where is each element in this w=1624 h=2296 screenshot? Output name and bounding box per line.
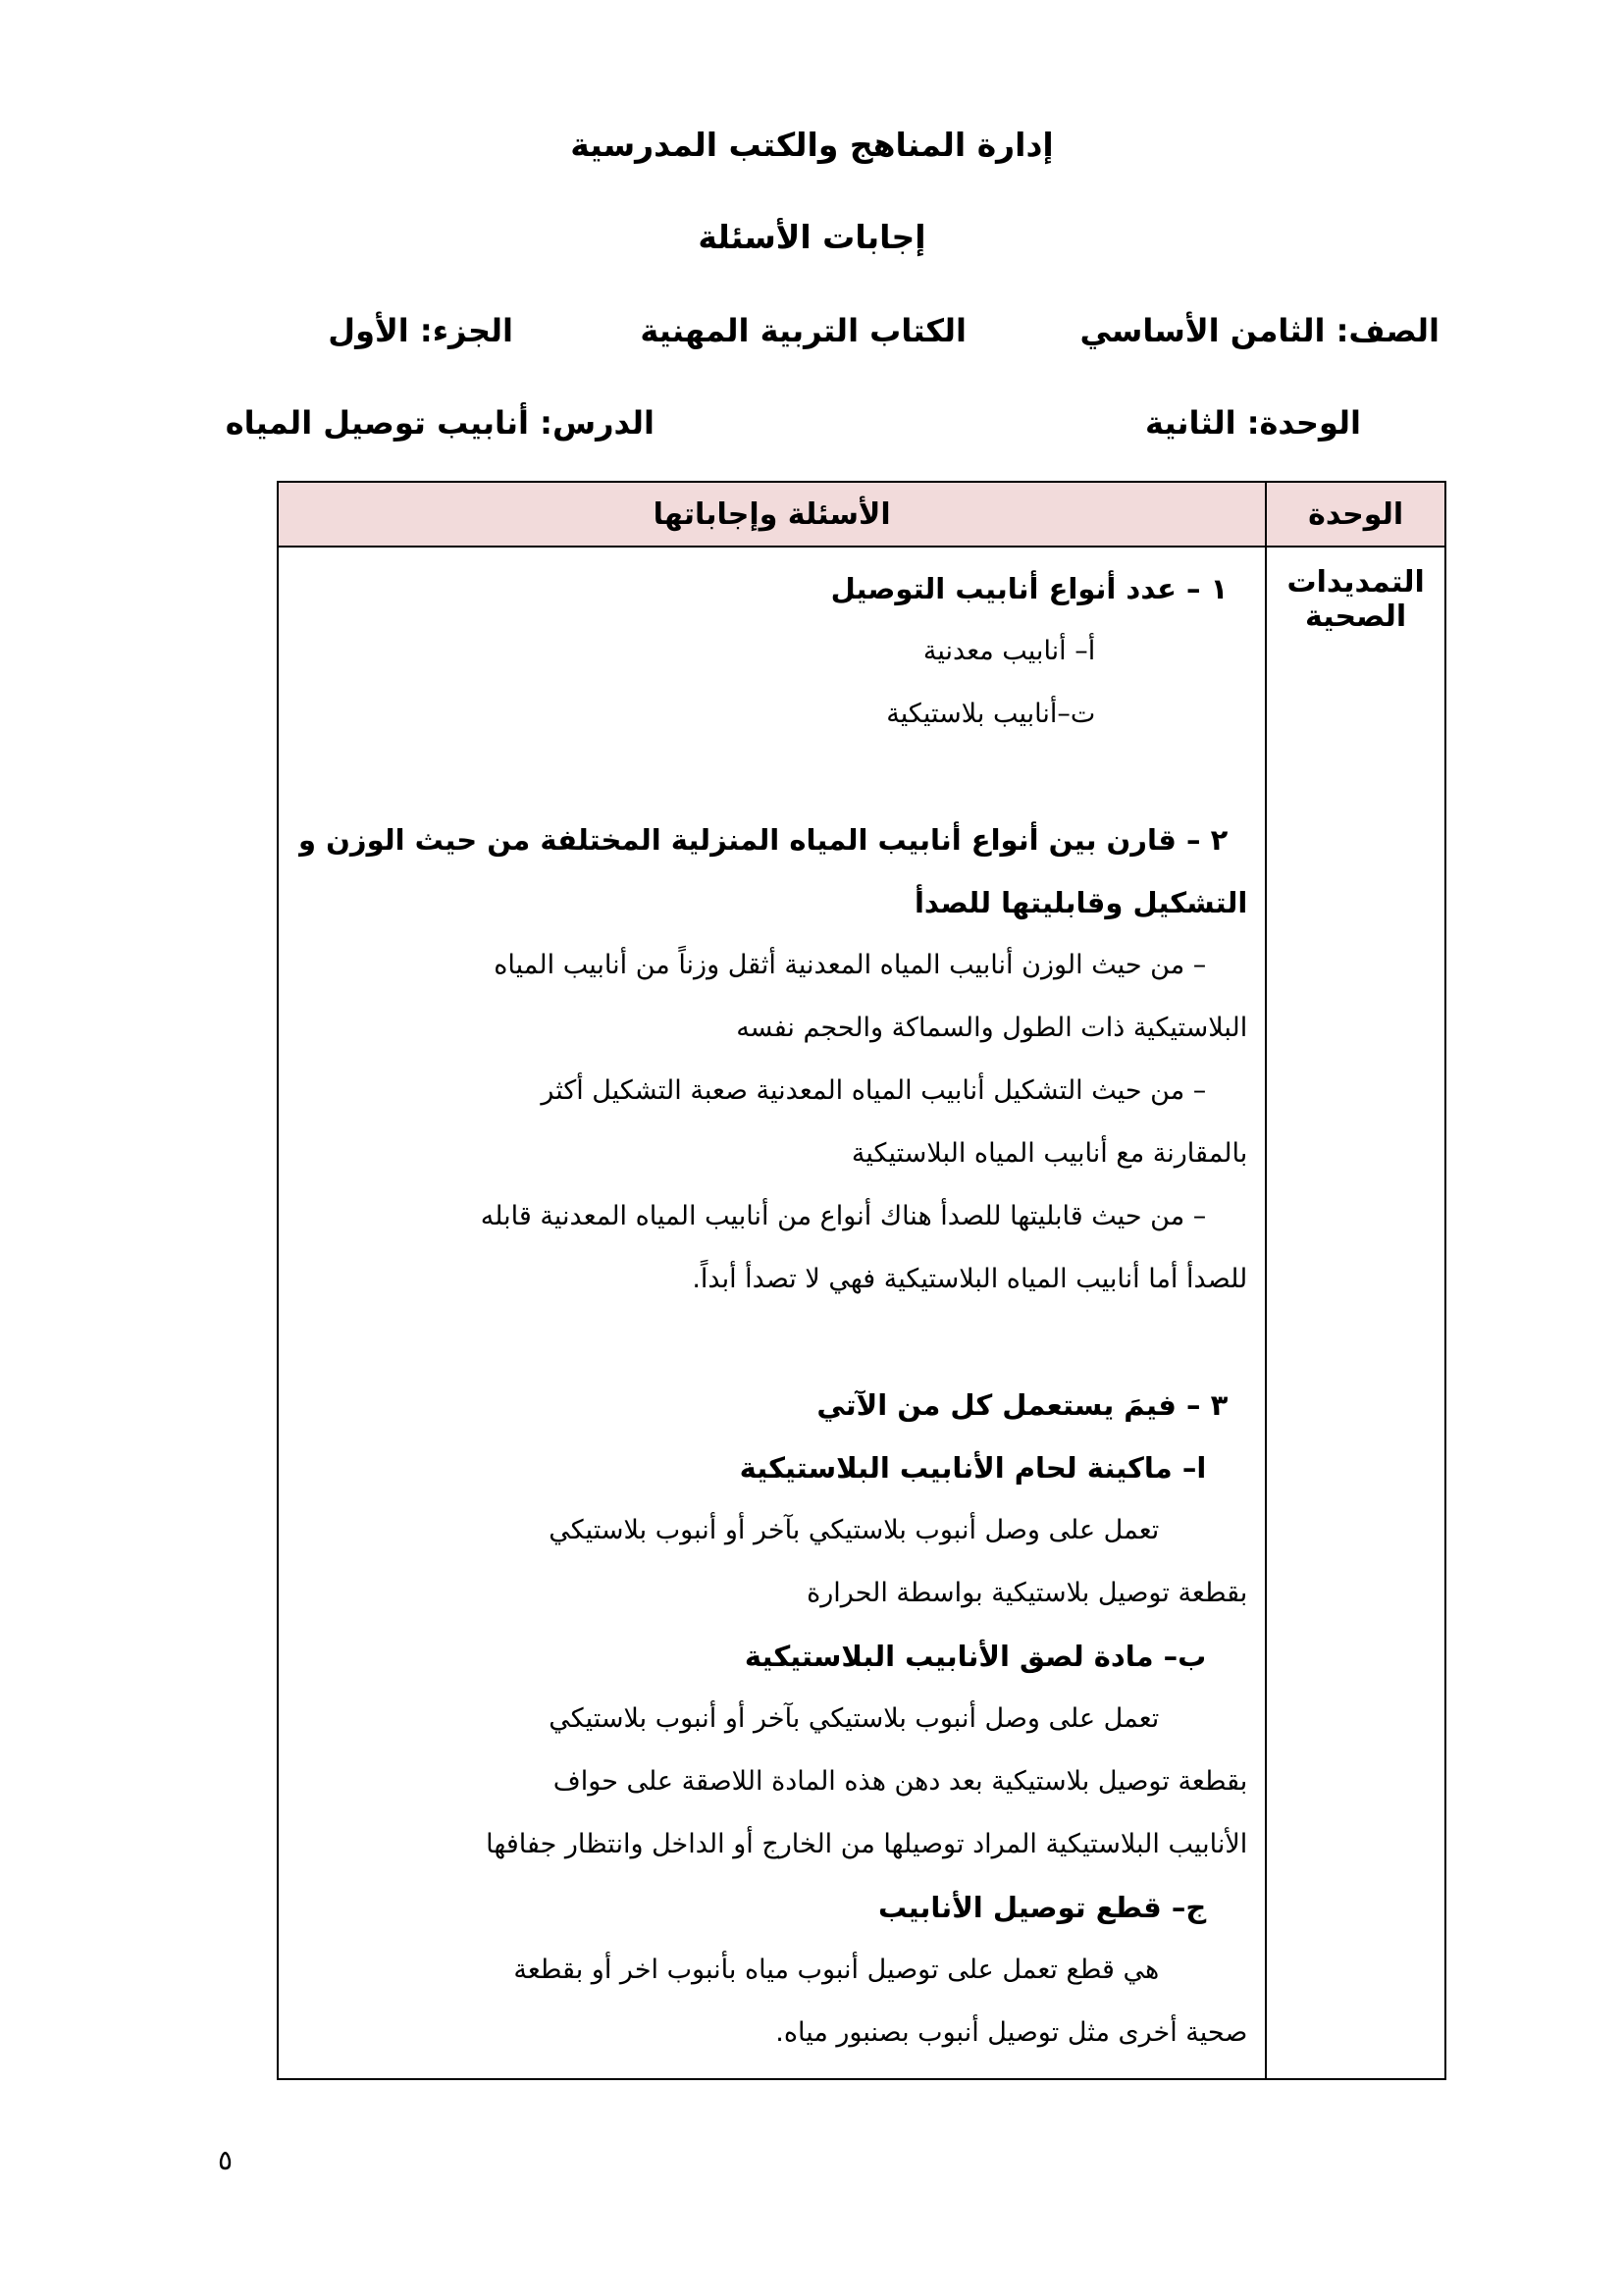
answer-line: تعمل على وصل أنبوب بلاستيكي بآخر أو أنبوب بلاستيكي — [549, 1703, 1160, 1734]
grade-label: الصف: الثامن الأساسي — [1079, 312, 1440, 349]
question-line: ا– ماكينة لحام الأنابيب البلاستيكية — [739, 1451, 1207, 1485]
unit-column-header: الوحدة — [1266, 482, 1445, 547]
question-line: ب– مادة لصق الأنابيب البلاستيكية — [744, 1640, 1207, 1673]
answer-line: الأنابيب البلاستيكية المراد توصيلها من الخارج أو الداخل وانتظار جفافها — [486, 1829, 1248, 1859]
qa-content-cell — [278, 547, 1266, 2079]
unit-label: الوحدة: الثانية — [1145, 404, 1361, 442]
answer-line: – من حيث التشكيل أنابيب المياه المعدنية صعبة التشكيل أكثر — [541, 1075, 1207, 1106]
answer-line: ت–أنابيب بلاستيكية — [886, 699, 1096, 729]
answer-line: – من حيث الوزن أنابيب المياه المعدنية أثقل وزناً من أنابيب المياه — [494, 950, 1207, 980]
page-number: ٥ — [218, 2144, 234, 2176]
qa-table — [277, 481, 1446, 2080]
department-heading: إدارة المناهج والكتب المدرسية — [570, 126, 1054, 164]
answer-line: بقطعة توصيل بلاستيكية بواسطة الحرارة — [807, 1578, 1248, 1608]
table-header-row — [278, 482, 1445, 547]
question-line: ١ – عدد أنواع أنابيب التوصيل — [830, 572, 1229, 605]
answer-line: للصدأ أما أنابيب المياه البلاستيكية فهي لا تصدأ أبداً. — [692, 1264, 1248, 1294]
qa-column-header: الأسئلة وإجاباتها — [278, 482, 1266, 547]
document-title: إجابات الأسئلة — [698, 218, 926, 256]
book-label: الكتاب التربية المهنية — [640, 312, 967, 349]
answer-line: صحية أخرى مثل توصيل أنبوب بصنبور مياه. — [775, 2017, 1248, 2048]
table-row — [278, 547, 1445, 2079]
answer-line: هي قطع تعمل على توصيل أنبوب مياه بأنبوب اخر أو بقطعة — [513, 1955, 1160, 1985]
question-line: ٢ – قارن بين أنواع أنابيب المياه المنزلية المختلفة من حيث الوزن و — [298, 823, 1229, 857]
answer-line: بالمقارنة مع أنابيب المياه البلاستيكية — [851, 1138, 1248, 1169]
blank-line — [298, 746, 1247, 809]
part-label: الجزء: الأول — [328, 312, 513, 349]
answer-line: البلاستيكية ذات الطول والسماكة والحجم نفسه — [736, 1013, 1248, 1043]
answer-line: تعمل على وصل أنبوب بلاستيكي بآخر أو أنبوب بلاستيكي — [549, 1515, 1160, 1545]
answer-line: بقطعة توصيل بلاستيكية بعد دهن هذه المادة اللاصقة على حواف — [552, 1766, 1248, 1797]
answer-line: أ– أنابيب معدنية — [922, 636, 1096, 666]
question-line: التشكيل وقابليتها للصدأ — [914, 886, 1248, 919]
blank-line — [298, 1311, 1247, 1374]
lesson-label: الدرس: أنابيب توصيل المياه — [225, 404, 655, 442]
question-line: ٣ – فيمَ يستعمل كل من الآتي — [816, 1388, 1229, 1422]
unit-cell: التمديدات الصحية — [1266, 547, 1445, 2079]
answer-line: – من حيث قابليتها للصدأ هناك أنواع من أنابيب المياه المعدنية قابله — [480, 1201, 1207, 1231]
question-line: ج– قطع توصيل الأنابيب — [877, 1891, 1207, 1924]
